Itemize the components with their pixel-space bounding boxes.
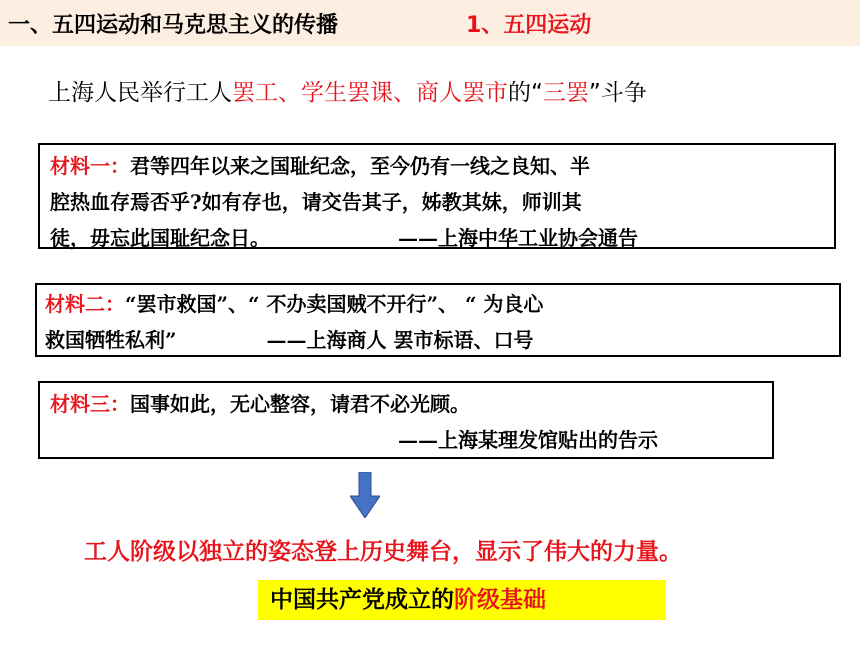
material-box-1 xyxy=(38,143,836,249)
material-1-text-3: 徒，毋忘此国耻纪念日。 xyxy=(50,226,270,250)
material-3-text-1: 国事如此，无心整容，请君不必光顾。 xyxy=(130,392,470,416)
material-2-text-2: 救国牺牲私利” xyxy=(45,328,177,352)
material-2-label: 材料二： xyxy=(45,292,125,316)
material-3-source: ——上海某理发馆贴出的告示 xyxy=(398,428,658,452)
material-box-3 xyxy=(38,381,774,459)
material-box-2 xyxy=(35,283,841,357)
intro-prefix: 上海人民举行工人 xyxy=(48,80,232,106)
material-3-label: 材料三： xyxy=(50,392,130,416)
section-title: 1、五四运动 xyxy=(466,13,592,38)
foundation-prefix: 中国共产党成立的 xyxy=(270,587,454,613)
material-1-text-1: 君等四年以来之国耻纪念，至今仍有一线之良知、半 xyxy=(130,154,590,178)
material-1-label: 材料一： xyxy=(50,154,130,178)
material-2-line-1 xyxy=(45,286,831,322)
intro-statement xyxy=(48,74,647,107)
foundation-box xyxy=(258,580,666,620)
intro-suffix: ”斗争 xyxy=(588,80,647,106)
intro-middle: 的“ xyxy=(508,80,543,106)
material-2-text-1: “罢市救国”、“ 不办卖国贼不开行”、 “ 为良心 xyxy=(125,292,544,316)
intro-term: 三罢 xyxy=(542,80,589,106)
material-1-source: ——上海中华工业协会通告 xyxy=(398,226,638,250)
down-arrow-icon xyxy=(350,472,380,518)
material-2-line-2 xyxy=(45,322,831,358)
page-title: 一、五四运动和马克思主义的传播 xyxy=(8,13,339,38)
intro-highlight: 罢工、学生罢课、商人罢市 xyxy=(232,80,508,106)
material-1-line-2: 腔热血存焉否乎?如有存也，请交告其子，姊教其妹，师训其 xyxy=(50,190,582,214)
conclusion-text: 工人阶级以独立的姿态登上历史舞台，显示了伟大的力量。 xyxy=(84,539,682,565)
material-1-line-3 xyxy=(50,220,826,256)
material-1-line-1 xyxy=(50,148,826,184)
foundation-highlight: 阶级基础 xyxy=(454,587,546,613)
material-3-line-1 xyxy=(50,386,764,422)
material-2-source: ——上海商人 罢市标语、口号 xyxy=(266,328,534,352)
header-bar xyxy=(0,0,860,46)
